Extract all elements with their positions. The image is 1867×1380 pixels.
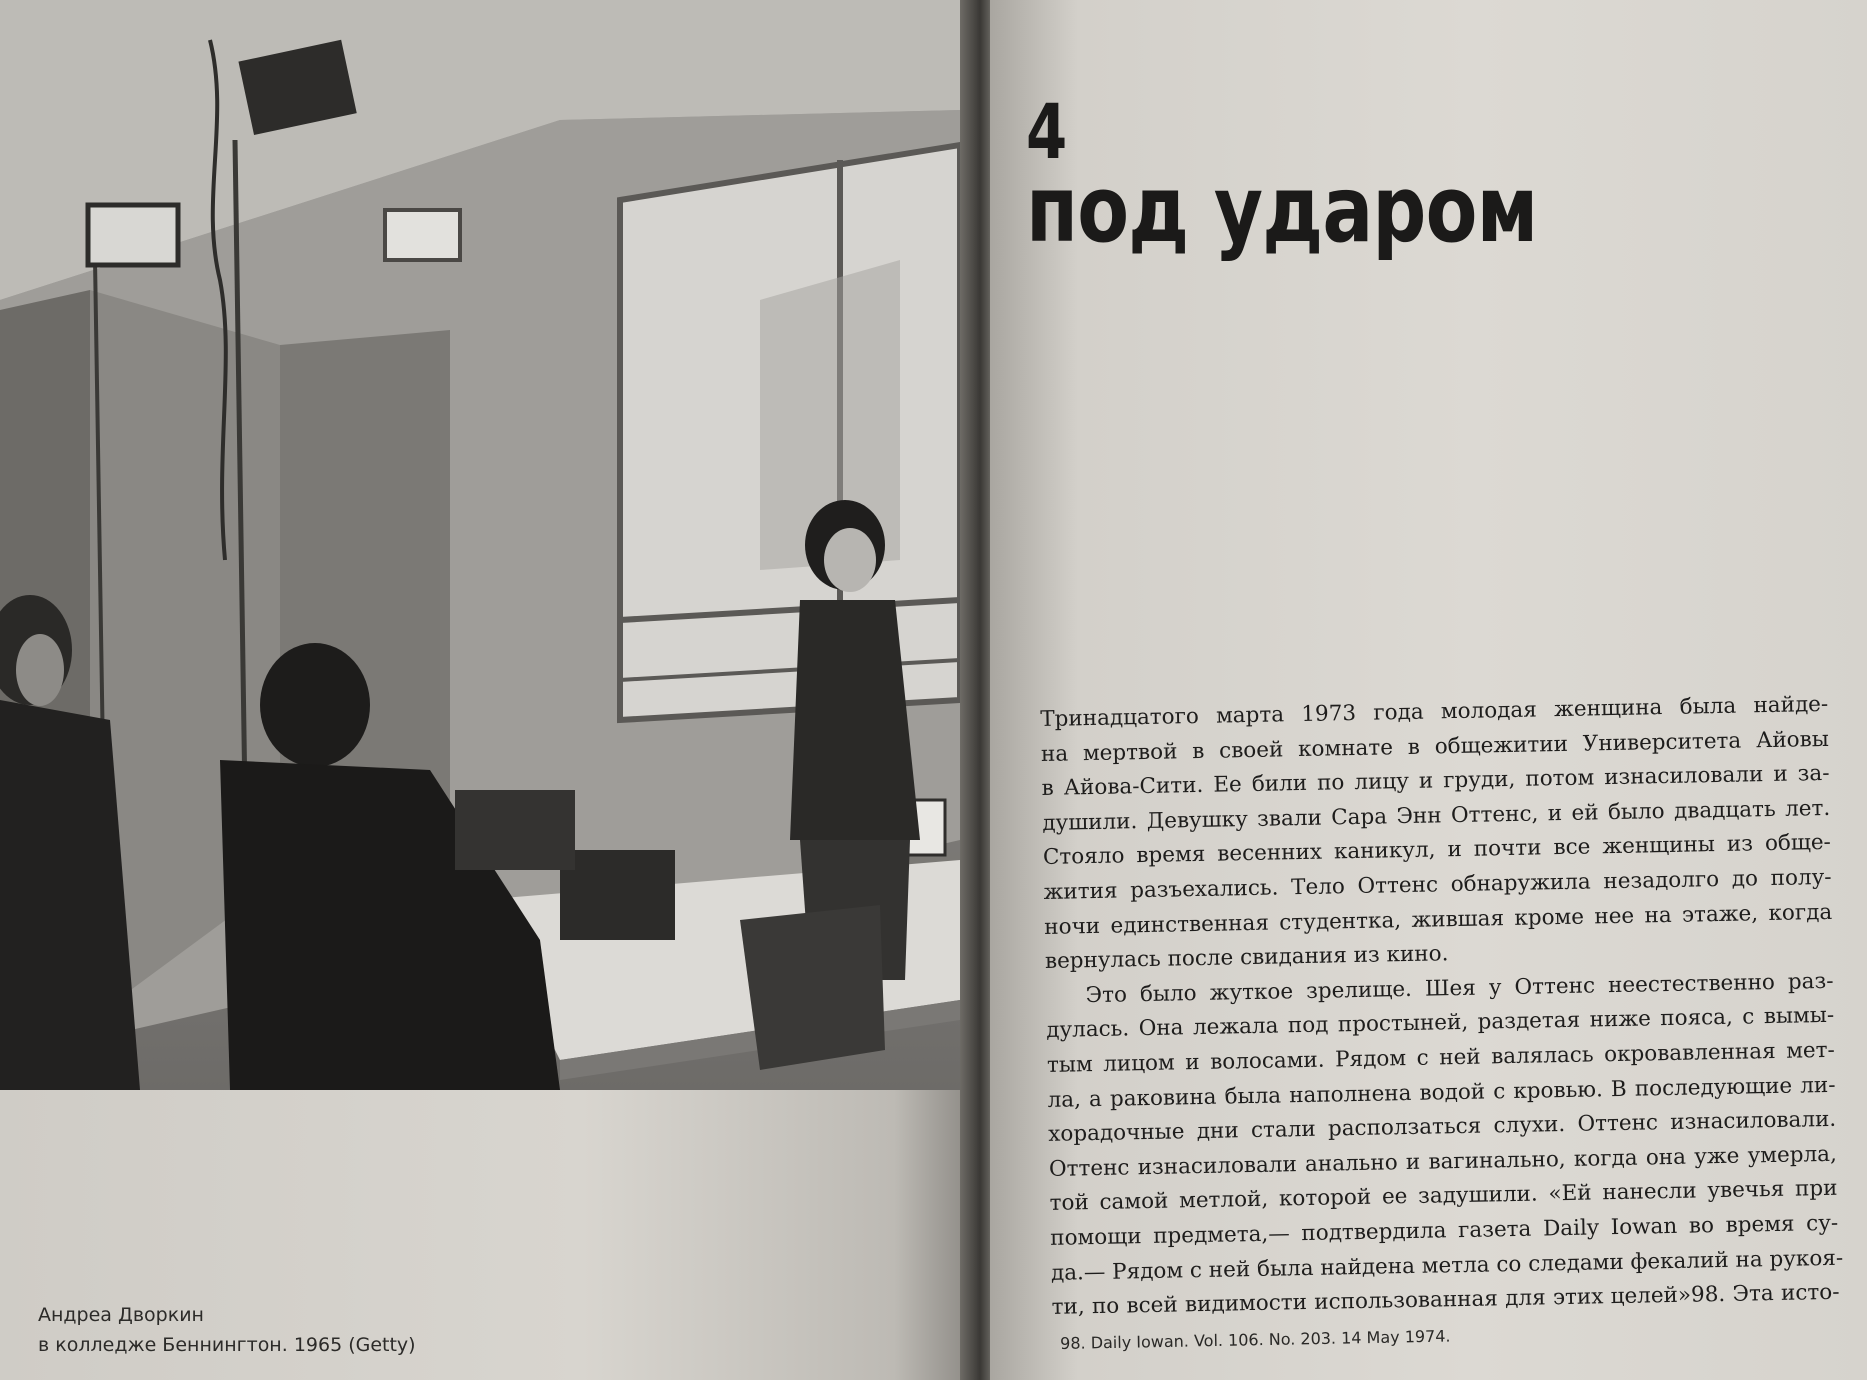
body-line: душили. Девушку звали Сара Энн Оттенс, и ей было двадцать лет. (1042, 795, 1831, 836)
body-line: в Айова-Сити. Ее били по лицу и груди, потом изнасиловали и за- (1041, 761, 1830, 802)
chapter-title: под ударом (1026, 156, 1538, 263)
body-line: Тринадцатого марта 1973 года молодая женщина была найде- (1040, 691, 1829, 732)
body-line: тым лицом и волосами. Рядом с ней валялась окровавленная мет- (1046, 1037, 1836, 1078)
right-page (990, 0, 1867, 1380)
body-line: жития разъехались. Тело Оттенс обнаружила незадолго до полу- (1043, 864, 1832, 905)
body-text (1040, 688, 1844, 1326)
caption-line-1: Андреа Дворкин (38, 1304, 204, 1326)
body-line: на мертвой в своей комнате в общежитии Университета Айовы (1040, 726, 1830, 767)
chapter-number: 4 (1026, 87, 1068, 176)
body-line: помощи предмета,— подтвердила газета Daily Iowan во время су- (1050, 1210, 1839, 1251)
caption-line-2: в колледже Беннингтон. 1965 (Getty) (38, 1334, 416, 1356)
body-line: Это было жуткое зрелище. Шея у Оттенс неестественно раз- (1085, 968, 1834, 1008)
body-line: хорадочные дни стали расползаться слухи. Оттенс изнасиловали. (1048, 1106, 1837, 1148)
photo-illustration (0, 0, 960, 1090)
body-line: Стояло время весенних каникул, и почти все женщины из обще- (1042, 830, 1832, 871)
body-line: той самой метлой, которой ее задушили. «Ей нанесли увечья при (1049, 1176, 1838, 1217)
footnote: 98. Daily Iowan. Vol. 106. No. 203. 14 May 1974. (1060, 1326, 1451, 1353)
body-line: ла, а раковина была наполнена водой с кровью. В последующие ли- (1047, 1072, 1836, 1113)
body-line: ти, по всей видимости использованная для этих целей»98. Эта исто- (1051, 1279, 1840, 1320)
body-line: да.— Рядом с ней была найдена метла со следами фекалий на рукоя- (1050, 1245, 1844, 1286)
body-line: вернулась после свидания из кино. (1044, 941, 1449, 975)
photograph (0, 0, 960, 1090)
body-line: ночи единственная студентка, жившая кроме нее на этаже, когда (1044, 899, 1833, 940)
body-line: дулась. Она лежала под простыней, раздетая ниже пояса, с вымы- (1046, 1003, 1835, 1044)
photo-caption (38, 1300, 458, 1360)
body-line: Оттенс изнасиловали анально и вагинально, когда она уже умерла, (1048, 1141, 1838, 1182)
